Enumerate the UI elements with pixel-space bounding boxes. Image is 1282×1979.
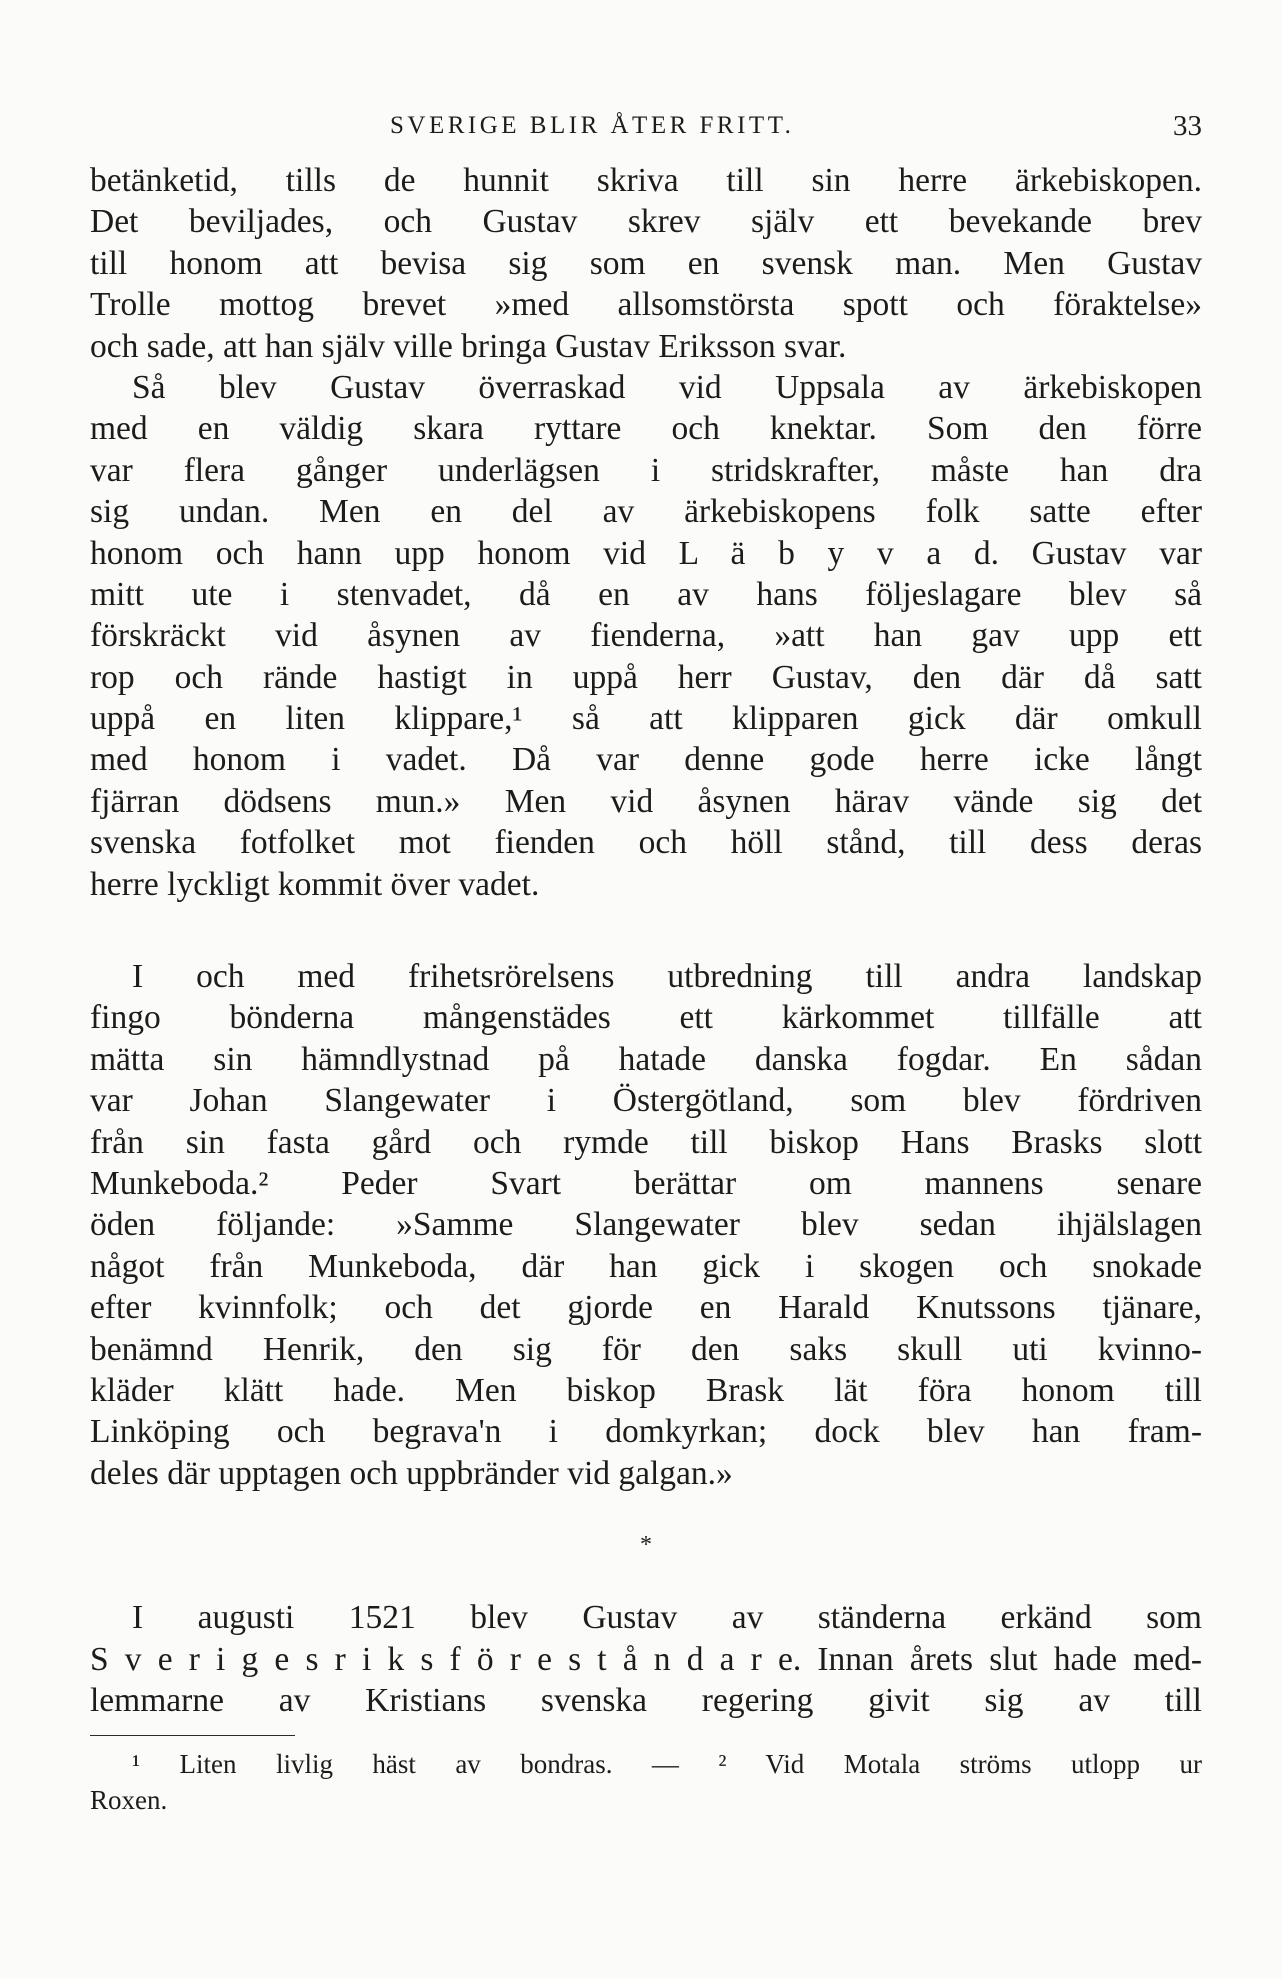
text-line: lemmarne av Kristians svenska regering givit sig av till — [90, 1681, 1202, 1719]
running-head — [90, 100, 1202, 160]
text-line: öden följande: »Samme Slangewater blev sedan ihjälslagen — [90, 1206, 1202, 1244]
paragraph-2 — [90, 367, 1202, 905]
text-line: svenska fotfolket mot fienden och höll stånd, till dess deras — [90, 824, 1202, 862]
text-line: var Johan Slangewater i Östergötland, som blev fördriven — [90, 1082, 1202, 1120]
text-line: I och med frihetsrörelsens utbredning till andra landskap — [132, 958, 1202, 996]
text-line: kläder klätt hade. Men biskop Brask lät föra honom till — [90, 1371, 1202, 1409]
footnotes — [90, 1746, 1202, 1818]
paragraph-4 — [90, 1597, 1202, 1721]
page-number: 33 — [1173, 110, 1202, 142]
paragraph-1 — [90, 160, 1202, 367]
text-line: Det beviljades, och Gustav skrev själv ett bevekande brev — [90, 203, 1202, 241]
footnote-line: Roxen. — [90, 1785, 168, 1816]
text-line: I augusti 1521 blev Gustav av ständerna erkänd som — [132, 1599, 1202, 1637]
text-line: var flera gånger underlägsen i stridskrafter, måste han dra — [90, 451, 1202, 489]
text-line: honom och hann upp honom vid L ä b y v a d. Gustav var — [90, 534, 1202, 572]
footnote-rule — [90, 1735, 295, 1736]
text-line: Munkeboda.² Peder Svart berättar om mannens senare — [90, 1164, 1202, 1202]
footnote-line: ¹ Liten livlig häst av bondras. — ² Vid Motala ströms utlopp ur — [132, 1749, 1202, 1780]
paragraph-3 — [90, 956, 1202, 1494]
text-line: rop och rände hastigt in uppå herr Gustav, den där då satt — [90, 658, 1202, 696]
text-line: fjärran dödsens mun.» Men vid åsynen härav vände sig det — [90, 782, 1202, 820]
text-line: betänketid, tills de hunnit skriva till sin herre ärkebiskopen. — [90, 162, 1202, 199]
text-line: benämnd Henrik, den sig för den saks skull uti kvinno- — [90, 1330, 1202, 1368]
text-line: mätta sin hämndlystnad på hatade danska fogdar. En sådan — [90, 1040, 1202, 1078]
text-line: mitt ute i stenvadet, då en av hans följeslagare blev så — [90, 575, 1202, 613]
text-line: Linköping och begrava'n i domkyrkan; dock blev han fram- — [90, 1413, 1202, 1451]
section-separator: * — [640, 1532, 652, 1559]
text-line: med honom i vadet. Då var denne gode herre icke långt — [90, 741, 1202, 779]
section-gap — [90, 905, 1202, 956]
text-line: Trolle mottog brevet »med allsomstörsta spott och föraktelse» — [90, 286, 1202, 324]
text-line: med en väldig skara ryttare och knektar. Som den förre — [90, 410, 1202, 448]
text-line: S v e r i g e s r i k s f ö r e s t å n d a r e. Innan årets slut hade med- — [90, 1640, 1202, 1678]
book-page — [90, 100, 1202, 1818]
text-line: till honom att bevisa sig som en svensk man. Men Gustav — [90, 244, 1202, 282]
text-line: deles där upptagen och uppbränder vid galgan.» — [90, 1454, 733, 1492]
text-line: från sin fasta gård och rymde till biskop Hans Brasks slott — [90, 1123, 1202, 1161]
text-line: herre lyckligt kommit över vadet. — [90, 865, 540, 903]
text-line: fingo bönderna mångenstädes ett kärkommet tillfälle att — [90, 999, 1202, 1037]
text-line: och sade, att han själv ville bringa Gustav Eriksson svar. — [90, 327, 847, 365]
text-line: uppå en liten klippare,¹ så att klipparen gick där omkull — [90, 700, 1202, 738]
text-line: något från Munkeboda, där han gick i skogen och snokade — [90, 1247, 1202, 1285]
text-line: efter kvinnfolk; och det gjorde en Harald Knutssons tjänare, — [90, 1289, 1202, 1327]
text-line: sig undan. Men en del av ärkebiskopens folk satte efter — [90, 493, 1202, 531]
text-line: förskräckt vid åsynen av fienderna, »att han gav upp ett — [90, 617, 1202, 655]
text-line: Så blev Gustav överraskad vid Uppsala av ärkebiskopen — [132, 368, 1202, 406]
running-title: SVERIGE BLIR ÅTER FRITT. — [390, 112, 795, 139]
